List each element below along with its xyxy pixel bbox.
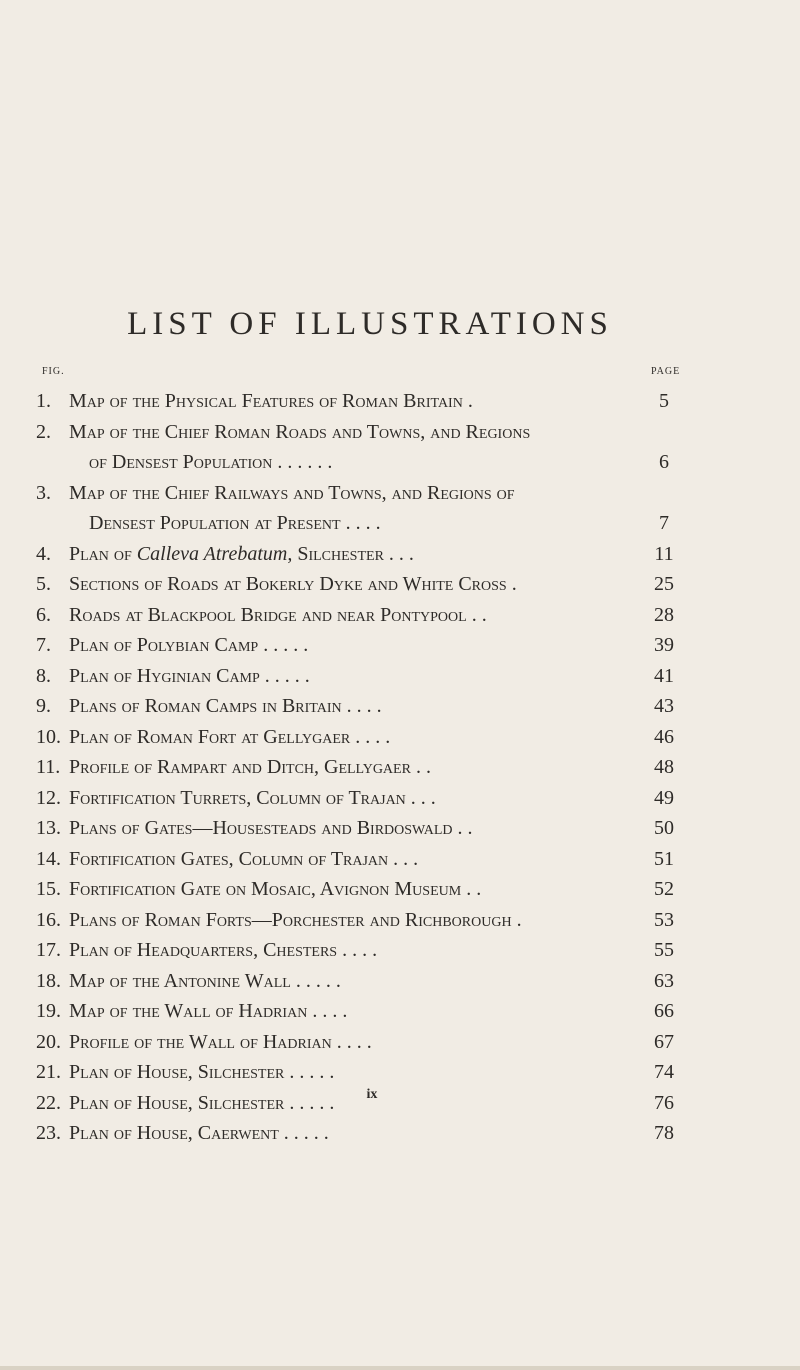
fig-number: 21. [36,1061,61,1083]
list-item [0,539,800,570]
fig-number: 13. [36,817,61,839]
illustration-title [69,874,659,905]
list-item [0,661,800,692]
list-item [0,752,800,783]
leader-dots: . . . . [312,1000,348,1022]
title-line: Profile of the Wall of Hadrian [69,1030,332,1053]
list-item [0,386,800,417]
leader-dots: . . . [393,847,419,870]
title-line: Map of the Chief Railways and Towns, and Regions of [69,481,515,504]
illustration-title [69,386,659,417]
page-number: 46 [654,725,674,748]
fig-number: 9. [36,695,51,717]
page-number: 39 [654,634,674,656]
leader-dots: . . . . [346,695,382,717]
list-item [0,417,800,478]
leader-dots: . . . [388,542,414,565]
title-line: Fortification Gates, Column of Trajan [69,847,389,870]
fig-number: 3. [36,481,51,504]
page-number: 5 [659,390,669,412]
list-item [0,905,800,936]
title-line-2: of Densest Population [89,451,273,473]
title-line: Plan of House, Caerwent [69,1122,279,1144]
list-item [0,691,800,722]
illustration-title [69,722,659,753]
leader-dots: . [516,908,522,931]
title-line: Plans of Gates—Housesteads and Birdoswald [69,817,453,839]
leader-dots: . . . . . [289,1091,335,1114]
illustration-title [69,1027,659,1058]
list-item [0,569,800,600]
list-item [0,722,800,753]
page-number: 66 [654,1000,674,1022]
page-number: 49 [654,786,674,809]
page-number: 6 [659,451,669,473]
page-number: 11 [654,542,674,565]
illustration-title [69,478,659,539]
list-item [0,1118,800,1149]
fig-number: 2. [36,420,51,443]
fig-number: 15. [36,878,61,900]
fig-number: 1. [36,390,51,412]
title-line: Map of the Antonine Wall [69,969,291,992]
page-folio: ix [366,1087,378,1102]
leader-dots: . . . . . [263,634,309,656]
title-line: Sections of Roads at Bokerly Dyke and White Cross [69,573,507,595]
title-line: Plans of Roman Forts—Porchester and Richborough [69,908,512,931]
illustration-title [69,630,659,661]
illustration-title [69,569,659,600]
title-line: Plan of Headquarters, Chesters [69,939,338,961]
leader-dots: . . . [410,786,436,809]
leader-dots: . . . . . [295,969,341,992]
title-line-2: Densest Population at Present [89,512,341,534]
fig-number: 11. [36,756,61,778]
title-italic-part: Calleva Atrebatum, [136,542,293,565]
fig-number: 19. [36,1000,61,1022]
page-column-header: PAGE [651,366,681,377]
fig-number: 10. [36,725,61,748]
illustration-title [69,539,659,570]
list-item [0,1057,800,1088]
list-item [0,966,800,997]
fig-column-header: FIG. [42,366,65,377]
fig-number: 14. [36,847,61,870]
illustration-title [69,417,659,478]
title-line: Plans of Roman Camps in Britain [69,695,342,717]
list-item [0,478,800,539]
page-number: 25 [654,573,674,595]
leader-dots: . . . . [342,939,378,961]
list-item [0,1088,800,1119]
title-line: Roads at Blackpool Bridge and near Pontypool [69,603,467,626]
illustration-title [69,661,659,692]
list-item [0,630,800,661]
illustration-title [69,1118,659,1149]
illustration-title [69,752,659,783]
leader-dots: . . . . [355,725,391,748]
illustration-title [69,844,659,875]
title-line: Plan of Hyginian Camp [69,664,260,687]
page-number: 50 [654,817,674,839]
page-number: 74 [654,1061,674,1083]
title-line: Plan of House, Silchester [69,1061,285,1083]
fig-number: 18. [36,969,61,992]
title-line: Plan of Polybian Camp [69,634,259,656]
list-item [0,844,800,875]
list-item [0,1027,800,1058]
page-number: 52 [654,878,674,900]
list-item [0,935,800,966]
leader-dots: . . [466,878,482,900]
fig-number: 12. [36,786,61,809]
page-number: 28 [654,603,674,626]
leader-dots: . . [457,817,473,839]
title-line: Profile of Rampart and Ditch, Gellygaer [69,756,411,778]
illustration-title [69,783,659,814]
page-number: 7 [659,512,669,534]
page-number: 76 [654,1091,674,1114]
page-number: 63 [654,969,674,992]
leader-dots: . . . . . [283,1122,329,1144]
page-edge [0,1366,800,1370]
page-number: 67 [654,1030,674,1053]
page-number: 78 [654,1122,674,1144]
title-line: Map of the Chief Roman Roads and Towns, and Regions [69,420,531,443]
title-line: Map of the Wall of Hadrian [69,1000,308,1022]
illustration-title [69,691,659,722]
page-number: 51 [654,847,674,870]
fig-number: 4. [36,542,51,565]
title-line: Plan of Roman Fort at Gellygaer [69,725,351,748]
illustrations-list [0,386,800,1149]
illustration-title [69,1057,659,1088]
list-item [0,783,800,814]
illustration-title [69,600,659,631]
leader-dots: . . . . . . [277,451,333,473]
page-title: LIST OF ILLUSTRATIONS [127,306,613,342]
page-number: 48 [654,756,674,778]
leader-dots: . . . . [345,512,381,534]
illustration-title [69,813,659,844]
illustration-title [69,935,659,966]
leader-dots: . . . . [336,1030,372,1053]
fig-number: 20. [36,1030,61,1053]
illustration-title [69,996,659,1027]
leader-dots: . [511,573,517,595]
title-line: Fortification Turrets, Column of Trajan [69,786,406,809]
leader-dots: . . [471,603,487,626]
leader-dots: . [467,390,473,412]
fig-number: 6. [36,603,51,626]
illustration-title [69,966,659,997]
page-number: 43 [654,695,674,717]
fig-number: 5. [36,573,51,595]
page-number: 41 [654,664,674,687]
illustration-title [69,905,659,936]
list-item [0,813,800,844]
list-item [0,600,800,631]
title-line: Plan of House, Silchester [69,1091,285,1114]
fig-number: 22. [36,1091,61,1114]
fig-number: 7. [36,634,51,656]
leader-dots: . . [415,756,431,778]
title-part: Plan of [69,542,137,565]
fig-number: 17. [36,939,61,961]
title-line: Map of the Physical Features of Roman Britain [69,390,463,412]
page-number: 53 [654,908,674,931]
title-part: Silchester [292,542,384,565]
page-number: 55 [654,939,674,961]
fig-number: 16. [36,908,61,931]
fig-number: 23. [36,1122,61,1144]
fig-number: 8. [36,664,51,687]
title-line: Fortification Gate on Mosaic, Avignon Museum [69,878,462,900]
leader-dots: . . . . . [289,1061,335,1083]
list-item [0,874,800,905]
list-item [0,996,800,1027]
leader-dots: . . . . . [264,664,310,687]
